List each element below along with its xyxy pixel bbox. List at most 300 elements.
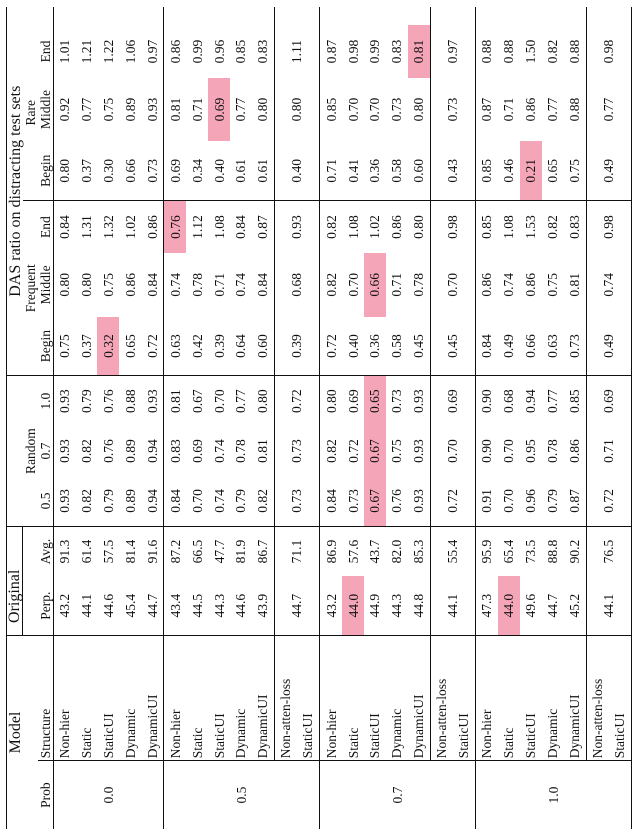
header-das: DAS ratio on distracting test sets — [7, 7, 23, 376]
value-cell: 0.63 — [164, 317, 187, 376]
value-cell: 0.45 — [408, 317, 431, 376]
value-cell: 1.22 — [100, 39, 116, 64]
value-cell: 66.5 — [189, 539, 205, 564]
value-cell: 0.79 — [79, 389, 94, 414]
value-cell: 87.2 — [167, 539, 183, 564]
value-cell: 0.70 — [345, 97, 361, 122]
value-cell: 0.68 — [289, 273, 305, 297]
value-cell: 0.68 — [501, 389, 517, 414]
value-cell: 0.94 — [144, 439, 160, 463]
value-cell: 86.7 — [255, 539, 271, 564]
structure-cell: StaticUI — [364, 635, 386, 760]
value-cell: 0.80 — [255, 389, 271, 414]
value-cell: 0.76 — [100, 389, 116, 414]
value-cell: 0.79 — [97, 476, 119, 526]
value-cell: 0.83 — [389, 39, 405, 64]
value-cell: 0.80 — [411, 215, 427, 239]
value-cell: 82.0 — [389, 539, 405, 564]
value-cell: 0.69 — [208, 78, 230, 142]
value-cell: 47.3 — [475, 576, 498, 635]
value-cell: 0.83 — [567, 215, 583, 239]
value-cell: 0.84 — [475, 317, 498, 376]
structure-cell: StaticUI — [208, 635, 230, 760]
value-cell: 0.79 — [542, 476, 564, 526]
value-cell: 0.70 — [211, 389, 227, 414]
value-cell: 0.69 — [445, 389, 461, 414]
value-cell: 0.65 — [364, 376, 386, 426]
value-cell: 0.40 — [208, 141, 230, 200]
table-row — [563, 7, 586, 829]
value-cell: 0.70 — [345, 273, 361, 297]
value-cell: 0.67 — [364, 426, 386, 476]
value-cell: 44.3 — [208, 576, 230, 635]
value-cell: 0.85 — [323, 97, 339, 122]
value-cell: 0.60 — [252, 317, 275, 376]
value-cell: 0.77 — [233, 389, 249, 414]
value-cell: 0.66 — [119, 141, 141, 200]
value-cell: 44.3 — [386, 576, 408, 635]
value-cell: 1.12 — [189, 215, 205, 239]
value-cell: 0.49 — [498, 317, 520, 376]
value-cell: 0.78 — [189, 273, 205, 297]
value-cell: 0.80 — [255, 97, 271, 122]
value-cell: 0.96 — [211, 39, 227, 64]
value-cell: 0.81 — [167, 389, 183, 414]
value-cell: 0.99 — [367, 39, 383, 64]
value-cell: 0.71 — [601, 439, 617, 463]
value-cell: 49.6 — [520, 576, 542, 635]
value-cell: 57.5 — [100, 539, 116, 564]
value-cell: 0.78 — [233, 439, 249, 463]
value-cell: 0.70 — [445, 273, 461, 297]
value-cell: 0.97 — [445, 39, 461, 64]
header-freq-middle: Middle — [38, 253, 54, 317]
value-cell: 0.74 — [233, 273, 249, 297]
value-cell: 0.87 — [323, 39, 339, 64]
table-row — [119, 7, 141, 829]
value-cell: 0.93 — [57, 389, 73, 414]
header-random: Random — [23, 376, 38, 526]
structure-cell: Non-hier — [164, 635, 187, 760]
value-cell: 43.7 — [367, 539, 383, 564]
value-cell: 47.7 — [211, 539, 227, 564]
structure-cell: Dynamic — [542, 635, 564, 760]
value-cell: 44.1 — [586, 576, 631, 635]
value-cell: 57.6 — [345, 539, 361, 564]
value-cell: 0.67 — [364, 476, 386, 526]
value-cell: 0.71 — [189, 97, 205, 122]
value-cell: 0.73 — [445, 97, 461, 122]
value-cell: 0.73 — [289, 439, 305, 463]
value-cell: 0.66 — [364, 253, 386, 317]
value-cell: 0.75 — [100, 273, 116, 297]
value-cell: 0.72 — [586, 476, 631, 526]
value-cell: 73.5 — [523, 539, 539, 564]
value-cell: 65.4 — [501, 539, 517, 564]
value-cell: 0.84 — [164, 476, 187, 526]
value-cell: 44.0 — [498, 576, 520, 635]
value-cell: 0.86 — [567, 439, 583, 463]
value-cell: 0.74 — [501, 273, 517, 297]
value-cell: 43.2 — [320, 576, 343, 635]
value-cell: 43.2 — [53, 576, 76, 635]
value-cell: 0.73 — [389, 97, 405, 122]
value-cell: 0.89 — [122, 439, 138, 463]
value-cell: 0.82 — [323, 439, 339, 463]
value-cell: 0.80 — [289, 97, 305, 122]
table-row — [386, 7, 408, 829]
value-cell: 0.79 — [230, 476, 252, 526]
value-cell: 0.63 — [542, 317, 564, 376]
structure-cell: Non-atten-loss — [430, 635, 453, 760]
value-cell: 0.81 — [167, 97, 183, 122]
value-cell: 0.94 — [141, 476, 164, 526]
value-cell: 0.21 — [520, 141, 542, 200]
value-cell: 0.80 — [57, 273, 73, 297]
table-row — [475, 7, 498, 829]
value-cell: 0.65 — [542, 141, 564, 200]
structure-cell: Non-hier — [53, 635, 76, 760]
table-row — [274, 7, 297, 829]
value-cell: 0.78 — [545, 439, 561, 463]
value-cell: 0.93 — [53, 476, 76, 526]
structure-cell: DynamicUI — [252, 635, 275, 760]
value-cell: 0.69 — [601, 389, 617, 414]
value-cell: 45.4 — [119, 576, 141, 635]
value-cell: 0.89 — [122, 97, 138, 122]
value-cell: 1.32 — [100, 215, 116, 239]
value-cell: 0.93 — [408, 476, 431, 526]
value-cell: 0.86 — [523, 97, 539, 122]
structure-cell: StaticUI — [297, 635, 320, 760]
value-cell: 76.5 — [601, 539, 617, 564]
value-cell: 81.4 — [122, 539, 138, 564]
value-cell: 0.84 — [255, 273, 271, 297]
value-cell: 0.41 — [342, 141, 364, 200]
header-avg: Avg. — [38, 526, 54, 576]
value-cell: 44.7 — [274, 576, 319, 635]
value-cell: 0.71 — [320, 141, 343, 200]
value-cell: 0.82 — [323, 215, 339, 239]
value-cell: 0.71 — [389, 273, 405, 297]
value-cell: 44.1 — [76, 576, 98, 635]
value-cell: 0.70 — [498, 476, 520, 526]
value-cell: 0.73 — [141, 141, 164, 200]
structure-cell: Dynamic — [386, 635, 408, 760]
value-cell: 1.01 — [57, 39, 73, 64]
value-cell: 0.86 — [389, 215, 405, 239]
table-row — [520, 7, 542, 829]
value-cell: 0.86 — [479, 273, 495, 297]
value-cell: 0.46 — [498, 141, 520, 200]
value-cell: 0.86 — [122, 273, 138, 297]
header-rare: Rare — [23, 25, 38, 200]
value-cell: 0.88 — [567, 97, 583, 122]
prob-cell: 0.7 — [320, 761, 476, 829]
value-cell: 0.66 — [520, 317, 542, 376]
value-cell: 0.71 — [211, 273, 227, 297]
value-cell: 0.75 — [100, 97, 116, 122]
value-cell: 0.97 — [144, 39, 160, 64]
value-cell: 0.60 — [408, 141, 431, 200]
value-cell: 0.86 — [144, 215, 160, 239]
value-cell: 1.02 — [122, 215, 138, 239]
value-cell: 0.37 — [76, 141, 98, 200]
table-row — [208, 7, 230, 829]
value-cell: 0.98 — [601, 215, 617, 239]
value-cell: 0.93 — [411, 389, 427, 414]
value-cell: 0.61 — [252, 141, 275, 200]
value-cell: 0.99 — [189, 39, 205, 64]
value-cell: 0.74 — [167, 273, 183, 297]
header-rare-end: End — [38, 25, 54, 77]
value-cell: 88.8 — [545, 539, 561, 564]
header-frequent: Frequent — [23, 201, 38, 376]
value-cell: 0.71 — [501, 97, 517, 122]
value-cell: 0.82 — [252, 476, 275, 526]
value-cell: 0.69 — [345, 389, 361, 414]
value-cell: 0.64 — [230, 317, 252, 376]
value-cell: 0.85 — [475, 141, 498, 200]
value-cell: 0.70 — [445, 439, 461, 463]
value-cell: 1.08 — [345, 215, 361, 239]
value-cell: 0.85 — [567, 389, 583, 414]
value-cell: 0.49 — [586, 317, 631, 376]
value-cell: 1.21 — [79, 39, 94, 64]
structure-cell: Static — [76, 635, 98, 760]
header-model: Model — [6, 711, 24, 754]
value-cell: 0.77 — [233, 97, 249, 122]
value-cell: 0.76 — [164, 201, 187, 253]
value-cell: 71.1 — [289, 539, 305, 564]
value-cell: 0.88 — [479, 39, 495, 64]
header-structure: Structure — [38, 635, 54, 760]
value-cell: 0.77 — [601, 97, 617, 122]
value-cell: 44.1 — [430, 576, 475, 635]
table-row — [430, 7, 453, 829]
value-cell: 0.93 — [57, 439, 73, 463]
structure-cell: Non-hier — [320, 635, 343, 760]
value-cell: 0.93 — [411, 439, 427, 463]
value-cell: 0.80 — [53, 141, 76, 200]
value-cell: 0.45 — [430, 317, 475, 376]
value-cell: 0.95 — [523, 439, 539, 463]
value-cell: 0.82 — [545, 215, 561, 239]
value-cell: 0.85 — [233, 39, 249, 64]
value-cell: 0.75 — [389, 439, 405, 463]
structure-cell: Non-atten-loss — [586, 635, 609, 760]
header-rare-middle: Middle — [38, 78, 54, 142]
structure-cell: Dynamic — [119, 635, 141, 760]
value-cell: 44.0 — [342, 576, 364, 635]
value-cell: 0.82 — [76, 476, 98, 526]
structure-cell: Dynamic — [230, 635, 252, 760]
value-cell: 0.32 — [97, 317, 119, 376]
header-r05: 0.5 — [38, 476, 54, 526]
value-cell: 0.98 — [601, 39, 617, 64]
value-cell: 0.39 — [274, 317, 319, 376]
value-cell: 0.98 — [345, 39, 361, 64]
value-cell: 0.70 — [367, 97, 383, 122]
value-cell: 0.72 — [320, 317, 343, 376]
value-cell: 85.3 — [411, 539, 427, 564]
value-cell: 0.75 — [53, 317, 76, 376]
value-cell: 0.98 — [445, 215, 461, 239]
structure-cell: Static — [498, 635, 520, 760]
table-row — [53, 7, 76, 829]
value-cell: 0.58 — [386, 141, 408, 200]
value-cell: 1.08 — [501, 215, 517, 239]
header-rare-begin: Begin — [38, 141, 54, 200]
value-cell: 0.84 — [144, 273, 160, 297]
value-cell: 0.86 — [523, 273, 539, 297]
value-cell: 0.75 — [545, 273, 561, 297]
value-cell: 0.39 — [208, 317, 230, 376]
value-cell: 0.67 — [189, 389, 205, 414]
value-cell: 0.73 — [274, 476, 319, 526]
table-row — [252, 7, 275, 829]
value-cell: 0.72 — [430, 476, 475, 526]
value-cell: 0.89 — [119, 476, 141, 526]
value-cell: 0.82 — [323, 273, 339, 297]
value-cell: 0.83 — [255, 39, 271, 64]
structure-cell: DynamicUI — [408, 635, 431, 760]
structure-cell: DynamicUI — [563, 635, 586, 760]
table-row — [164, 7, 187, 829]
value-cell: 0.81 — [408, 25, 431, 77]
value-cell: 0.73 — [563, 317, 586, 376]
value-cell: 0.93 — [144, 97, 160, 122]
value-cell: 0.74 — [601, 273, 617, 297]
value-cell: 0.70 — [186, 476, 208, 526]
structure-cell: Static — [186, 635, 208, 760]
table-row — [542, 7, 564, 829]
value-cell: 0.36 — [364, 141, 386, 200]
value-cell: 0.74 — [208, 476, 230, 526]
header-r07: 0.7 — [38, 426, 54, 476]
value-cell: 0.76 — [100, 439, 116, 463]
value-cell: 81.9 — [233, 539, 249, 564]
table-body — [53, 7, 632, 829]
value-cell: 44.9 — [364, 576, 386, 635]
table-row — [76, 7, 98, 829]
value-cell: 44.7 — [542, 576, 564, 635]
table-row — [498, 7, 520, 829]
value-cell: 0.92 — [57, 97, 73, 122]
value-cell: 1.11 — [289, 39, 305, 64]
value-cell: 0.93 — [144, 389, 160, 414]
value-cell: 0.78 — [411, 273, 427, 297]
value-cell: 0.40 — [342, 317, 364, 376]
structure-cell: StaticUI — [97, 635, 119, 760]
value-cell: 44.6 — [97, 576, 119, 635]
value-cell: 86.9 — [323, 539, 339, 564]
value-cell: 0.58 — [386, 317, 408, 376]
value-cell: 0.75 — [563, 141, 586, 200]
value-cell: 0.72 — [141, 317, 164, 376]
value-cell: 1.53 — [523, 215, 539, 239]
value-cell: 0.43 — [430, 141, 475, 200]
value-cell: 0.96 — [520, 476, 542, 526]
value-cell: 45.2 — [563, 576, 586, 635]
value-cell: 0.49 — [586, 141, 631, 200]
value-cell: 55.4 — [445, 539, 461, 564]
value-cell: 0.91 — [475, 476, 498, 526]
value-cell: 0.74 — [211, 439, 227, 463]
structure-cell: Non-atten-loss — [274, 635, 297, 760]
results-table — [6, 7, 632, 829]
value-cell: 44.8 — [408, 576, 431, 635]
value-cell: 0.72 — [345, 439, 361, 463]
value-cell: 91.6 — [144, 539, 160, 564]
structure-cell: StaticUI — [609, 635, 632, 760]
value-cell: 95.9 — [479, 539, 495, 564]
value-cell: 0.84 — [233, 215, 249, 239]
value-cell: 0.77 — [545, 389, 561, 414]
value-cell: 1.08 — [211, 215, 227, 239]
header-freq-begin: Begin — [38, 317, 54, 376]
value-cell: 1.31 — [79, 215, 94, 239]
value-cell: 0.73 — [389, 389, 405, 414]
value-cell: 0.80 — [323, 389, 339, 414]
structure-cell: StaticUI — [453, 635, 476, 760]
value-cell: 0.84 — [320, 476, 343, 526]
structure-cell: DynamicUI — [141, 635, 164, 760]
value-cell: 0.42 — [186, 317, 208, 376]
value-cell: 0.82 — [545, 39, 561, 64]
prob-cell: 0.0 — [100, 786, 116, 804]
value-cell: 0.80 — [79, 273, 94, 297]
table-row — [342, 7, 364, 829]
table-row — [97, 7, 119, 829]
value-cell: 0.88 — [501, 39, 517, 64]
value-cell: 0.37 — [76, 317, 98, 376]
structure-cell: Static — [342, 635, 364, 760]
value-cell: 0.34 — [186, 141, 208, 200]
value-cell: 0.93 — [289, 215, 305, 239]
value-cell: 0.36 — [364, 317, 386, 376]
value-cell: 1.50 — [523, 39, 539, 64]
value-cell: 1.06 — [122, 39, 138, 64]
header-perp: Perp. — [38, 576, 54, 635]
header-freq-end: End — [38, 201, 54, 253]
value-cell: 91.3 — [57, 539, 73, 564]
value-cell: 0.81 — [255, 439, 271, 463]
value-cell: 0.69 — [164, 141, 187, 200]
table-row — [186, 7, 208, 829]
table-row — [141, 7, 164, 829]
value-cell: 0.86 — [167, 39, 183, 64]
structure-cell: Non-hier — [475, 635, 498, 760]
value-cell: 43.4 — [164, 576, 187, 635]
value-cell: 90.2 — [567, 539, 583, 564]
table-row — [230, 7, 252, 829]
value-cell: 44.6 — [230, 576, 252, 635]
prob-cell: 1.0 — [475, 761, 631, 829]
value-cell: 0.76 — [386, 476, 408, 526]
value-cell: 0.77 — [79, 97, 94, 122]
value-cell: 0.88 — [122, 389, 138, 414]
value-cell: 44.7 — [141, 576, 164, 635]
value-cell: 0.70 — [501, 439, 517, 463]
value-cell: 61.4 — [79, 539, 94, 564]
value-cell: 0.87 — [563, 476, 586, 526]
value-cell: 0.40 — [274, 141, 319, 200]
value-cell: 0.82 — [79, 439, 94, 463]
value-cell: 44.5 — [186, 576, 208, 635]
value-cell: 0.90 — [479, 439, 495, 463]
value-cell: 0.87 — [255, 215, 271, 239]
